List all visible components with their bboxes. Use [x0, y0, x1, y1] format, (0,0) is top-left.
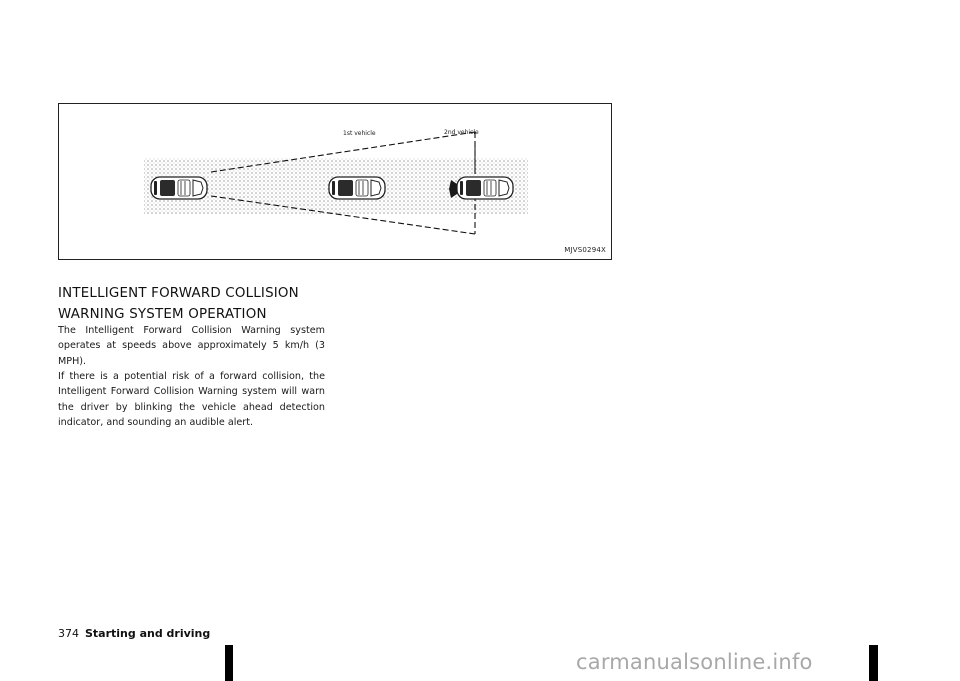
second-vehicle — [457, 177, 513, 199]
illustration-frame — [58, 103, 612, 260]
paragraph-warning: If there is a potential risk of a forward collision, the Intelligent Forward Collision Warning system will warn the driver by blinking the vehicle ahead detection indicator, and sounding an audible alert. — [58, 371, 325, 429]
section-heading-line1: INTELLIGENT FORWARD COLLISION — [58, 286, 299, 301]
watermark: carmanualsonline.info — [576, 650, 813, 674]
crop-mark-left — [225, 645, 233, 681]
section-heading — [58, 283, 348, 325]
own-vehicle — [151, 177, 207, 199]
footer-section-title: Starting and driving — [85, 627, 211, 640]
crop-mark-right — [869, 645, 878, 681]
paragraph-operating-speed: The Intelligent Forward Collision Warning system operates at speeds above approximately 5 km/h (3 MPH). — [58, 325, 325, 367]
page-number: 374 — [58, 627, 79, 640]
page-footer — [58, 627, 210, 640]
collision-warning-diagram — [59, 104, 613, 261]
first-vehicle-label: 1st vehicle — [343, 130, 376, 137]
section-heading-line2: WARNING SYSTEM OPERATION — [58, 307, 267, 322]
second-vehicle-label: 2nd vehicle — [444, 129, 479, 136]
first-vehicle — [329, 177, 385, 199]
figure-code: MJVS0294X — [564, 246, 606, 254]
